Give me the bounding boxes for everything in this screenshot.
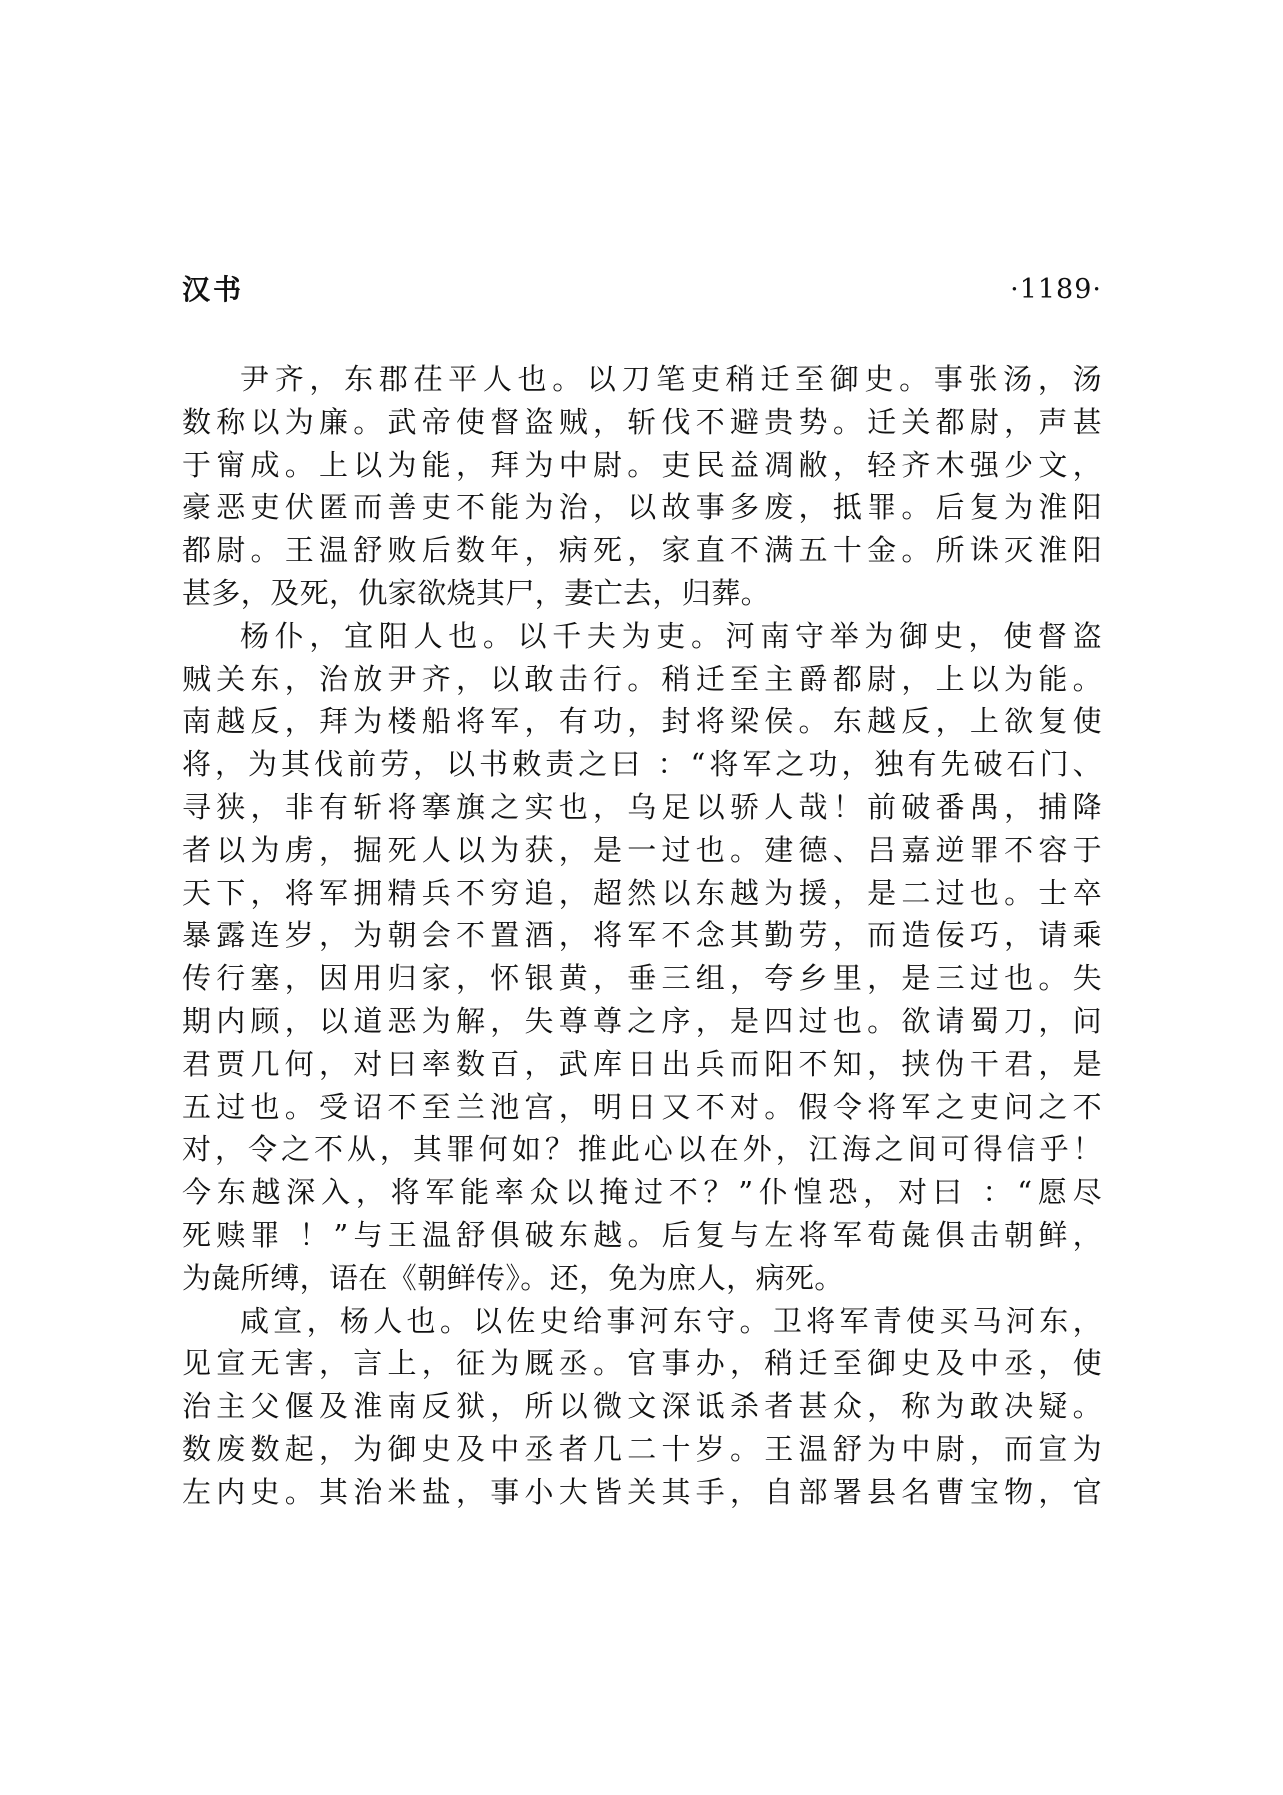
text-line: 甚多，及死，仇家欲烧其尸，妻亡去，归葬。 (182, 575, 771, 610)
text-line: 左内史。其治米盐，事小大皆关其手，自部署县名曹宝物，官 (182, 1474, 1102, 1509)
paragraph-yang-pu (182, 615, 1102, 1300)
text-line: 数称以为廉。武帝使督盗贼，斩伐不避贵势。迁关都尉，声甚 (182, 404, 1102, 439)
text-line: 南越反，拜为楼船将军，有功，封将梁侯。东越反，上欲复使 (182, 704, 1102, 739)
text-line: 将，为其伐前劳，以书敕责之曰 ：“将军之功，独有先破石门、 (182, 747, 1102, 782)
page-header (182, 268, 1102, 312)
text-line: 都尉。王温舒败后数年，病死，家直不满五十金。所诛灭淮阳 (182, 533, 1102, 568)
text-line: 数废数起，为御史及中丞者几二十岁。王温舒为中尉，而宣为 (182, 1431, 1102, 1466)
text-line: 期内顾，以道恶为解，失尊尊之序，是四过也。欲请蜀刀，问 (182, 1003, 1102, 1038)
text-line: 于甯成。上以为能，拜为中尉。吏民益凋敝，轻齐木强少文， (182, 447, 1102, 482)
text-line: 见宣无害，言上，征为厩丞。官事办，稍迁至御史及中丞，使 (182, 1346, 1102, 1381)
text-line: 死赎罪 ！”与王温舒俱破东越。后复与左将军荀彘俱击朝鲜， (182, 1217, 1102, 1252)
text-line: 天下，将军拥精兵不穷追，超然以东越为援，是二过也。士卒 (182, 875, 1102, 910)
text-line: 五过也。受诏不至兰池宫，明日又不对。假令将军之吏问之不 (182, 1089, 1102, 1124)
text-line: 贼关东，治放尹齐，以敢击行。稍迁至主爵都尉，上以为能。 (182, 661, 1102, 696)
paragraph-yin-qi (182, 358, 1102, 615)
text-line: 今东越深入，将军能率众以掩过不？”仆惶恐，对曰 ：“愿尽 (182, 1175, 1102, 1210)
text-line: 君贾几何，对曰率数百，武库日出兵而阳不知，挟伪干君，是 (182, 1046, 1102, 1081)
text-line: 尹齐，东郡茌平人也。以刀笔吏稍迁至御史。事张汤，汤 (240, 362, 1102, 396)
text-line: 暴露连岁，为朝会不置酒，将军不念其勤劳，而造佞巧，请乘 (182, 918, 1102, 953)
book-title: 汉书 (182, 273, 245, 306)
text-line: 者以为虏，掘死人以为获，是一过也。建德、吕嘉逆罪不容于 (182, 832, 1102, 867)
text-line: 治主父偃及淮南反狱，所以微文深诋杀者甚众，称为敢决疑。 (182, 1389, 1102, 1424)
text-line: 杨仆，宜阳人也。以千夫为吏。河南守举为御史，使督盗 (240, 618, 1102, 653)
text-line: 传行塞，因用归家，怀银黄，垂三组，夸乡里，是三过也。失 (182, 961, 1102, 996)
text-line: 寻狭，非有斩将搴旗之实也，乌足以骄人哉！前破番禺，捕降 (182, 789, 1102, 824)
text-line: 豪恶吏伏匿而善吏不能为治，以故事多废，抵罪。后复为淮阳 (182, 490, 1102, 525)
text-line: 对，令之不从，其罪何如？推此心以在外，江海之间可得信乎！ (182, 1132, 1102, 1167)
paragraph-xian-xuan (182, 1300, 1102, 1514)
text-line: 咸宣，杨人也。以佐史给事河东守。卫将军青使买马河东， (240, 1303, 1102, 1338)
page-number: ·1189· (1010, 274, 1102, 305)
text-body (182, 358, 1102, 1514)
text-line: 为彘所缚，语在《朝鲜传》。还，免为庶人，病死。 (182, 1260, 844, 1295)
